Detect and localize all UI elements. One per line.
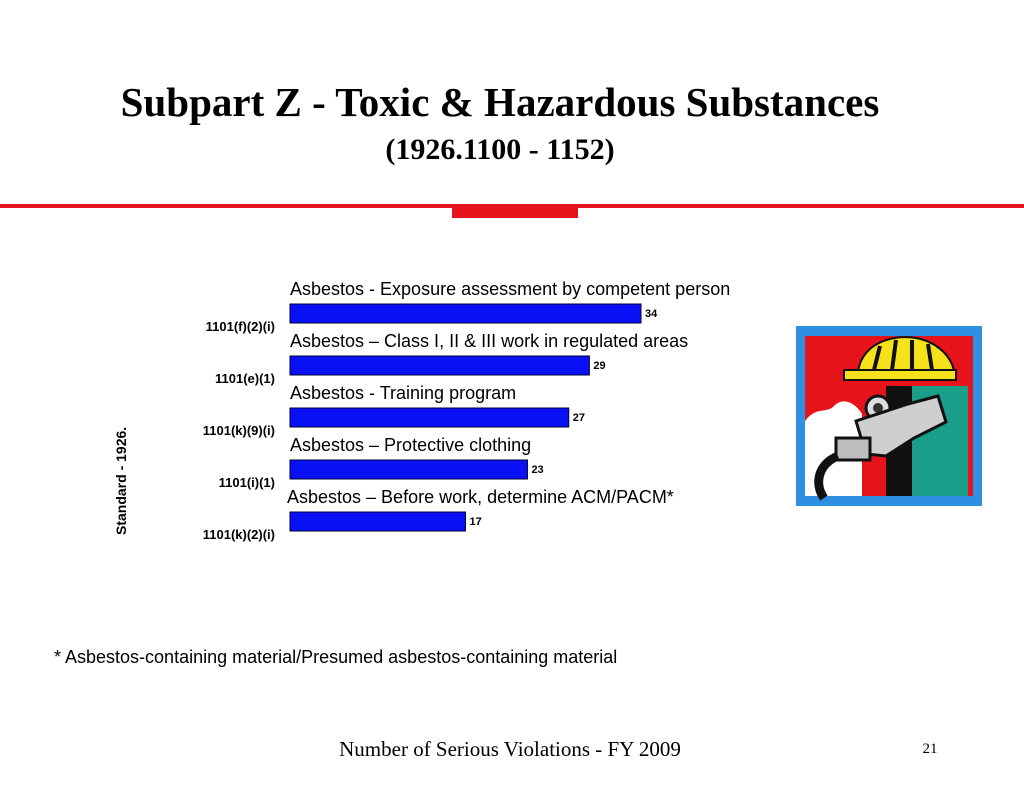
bar-value-label: 34 [645, 308, 658, 320]
worker-with-respirator-icon [796, 326, 982, 506]
footnote: * Asbestos-containing material/Presumed asbestos-containing material [54, 647, 618, 667]
category-tick-label: 1101(e)(1) [215, 371, 275, 386]
category-tick-label: 1101(i)(1) [218, 475, 275, 490]
bar [290, 304, 641, 323]
bar-value-label: 27 [572, 412, 585, 424]
bar-description: Asbestos - Training program [290, 383, 517, 403]
category-tick-label: 1101(k)(2)(i) [202, 527, 275, 542]
page-number: 21 [922, 741, 938, 757]
category-tick-label: 1101(k)(9)(i) [202, 423, 275, 438]
category-tick-label: 1101(f)(2)(i) [205, 319, 275, 334]
bar-description: Asbestos - Exposure assessment by competent person [290, 279, 731, 299]
slide-subtitle: (1926.1100 - 1152) [385, 133, 615, 166]
bar-value-label: 29 [593, 360, 606, 372]
footer-caption: Number of Serious Violations - FY 2009 [339, 737, 681, 761]
bar-value-label: 23 [531, 464, 544, 476]
bar-description: Asbestos – Protective clothing [290, 435, 532, 455]
bar [290, 460, 527, 479]
slide-title: Subpart Z - Toxic & Hazardous Substances [120, 79, 880, 125]
y-axis-label: Standard - 1926. [113, 426, 129, 535]
bar-description: Asbestos – Class I, II & III work in regulated areas [290, 331, 689, 351]
bar [290, 512, 466, 531]
bar [290, 356, 589, 375]
bar-description: Asbestos – Before work, determine ACM/PACM* [287, 487, 674, 507]
bar-value-label: 17 [469, 516, 482, 528]
bar [290, 408, 569, 427]
